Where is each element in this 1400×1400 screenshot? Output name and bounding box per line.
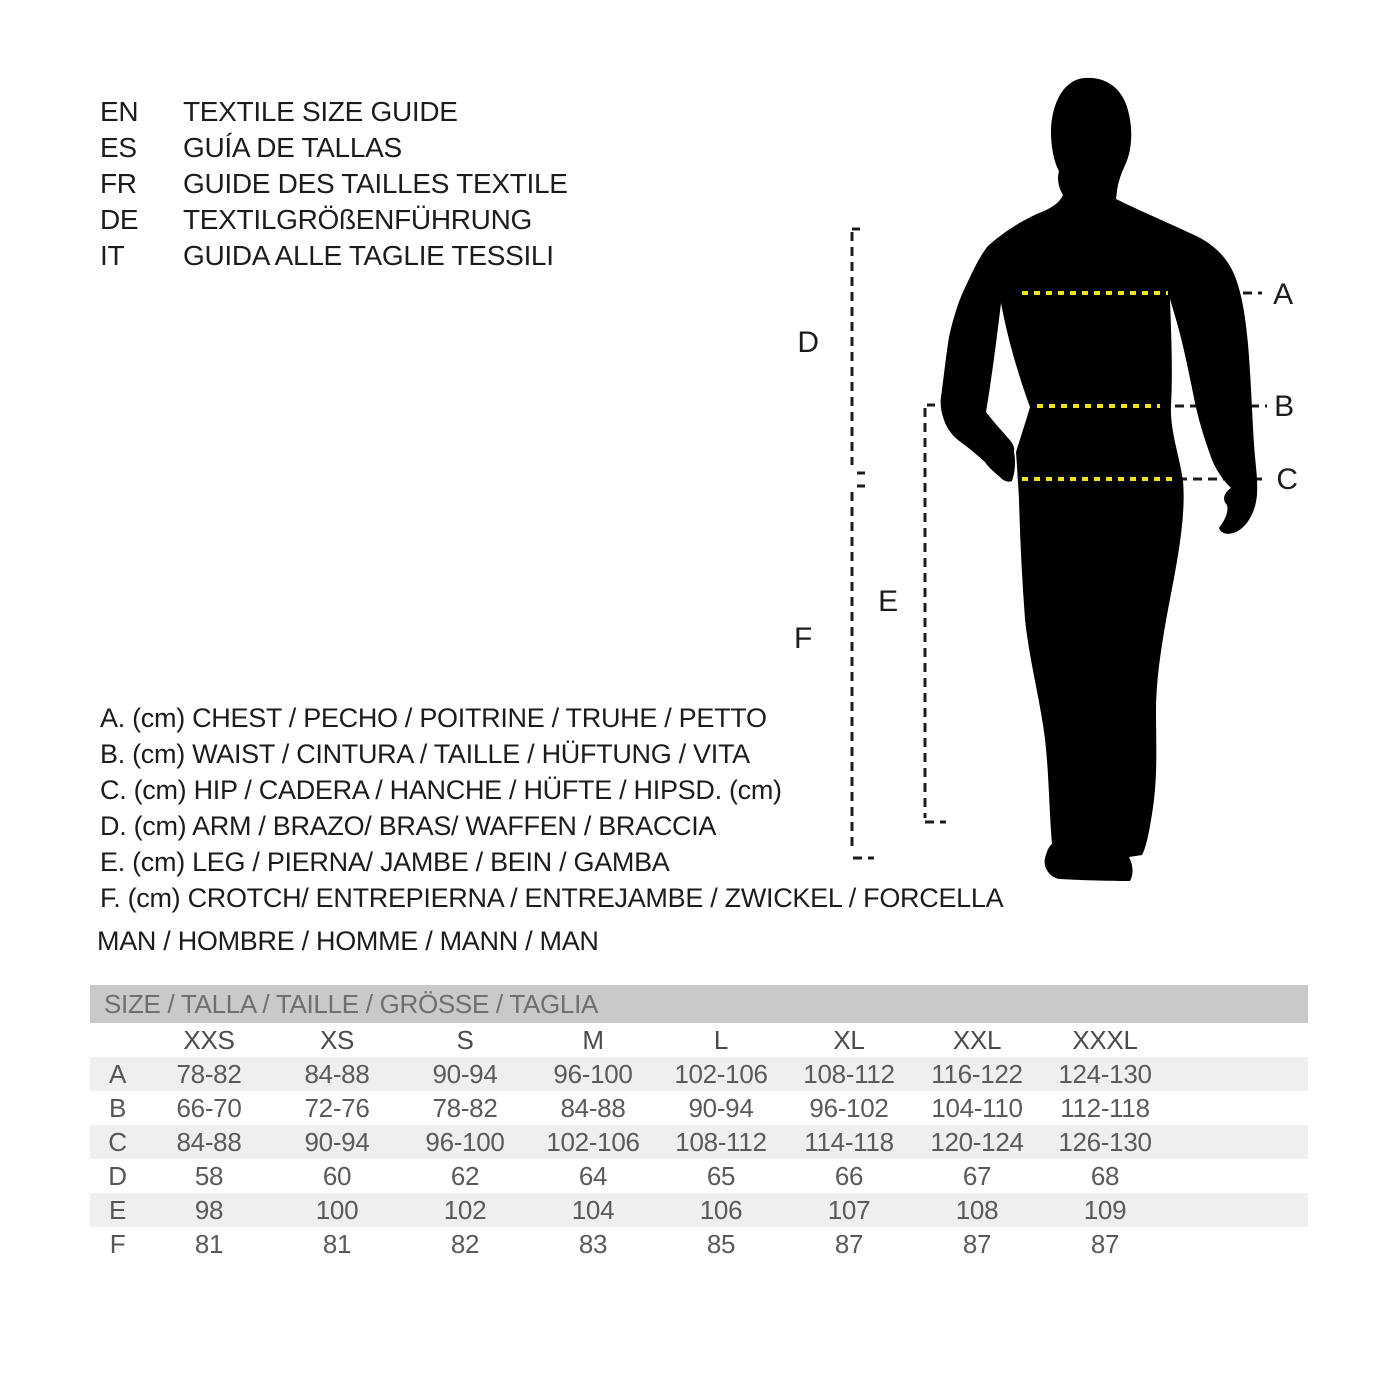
cell: 109 <box>1083 1194 1127 1225</box>
size-col-header: M <box>582 1024 604 1055</box>
arm-label: D <box>797 326 819 359</box>
waist-label: B <box>1274 390 1294 423</box>
lang-code: FR <box>100 168 137 199</box>
cell: 98 <box>194 1194 224 1225</box>
cell: 108-112 <box>803 1058 895 1089</box>
cell: 66-70 <box>176 1092 242 1123</box>
lang-row-es <box>100 130 568 166</box>
cell: 102 <box>443 1194 487 1225</box>
crotch-label: F <box>793 622 813 655</box>
cell: 87 <box>1090 1228 1120 1259</box>
cell: 67 <box>962 1160 992 1191</box>
cell: 104 <box>571 1194 615 1225</box>
size-col-header: XL <box>833 1024 865 1055</box>
size-col-header: XXS <box>183 1024 235 1055</box>
lang-row-en <box>100 94 568 130</box>
cell: 116-122 <box>931 1058 1023 1089</box>
lang-title: GUIDE DES TAILLES TEXTILE <box>183 168 568 199</box>
cell: 66 <box>834 1160 864 1191</box>
size-col-header: XXL <box>952 1024 1002 1055</box>
cell: 108-112 <box>675 1126 767 1157</box>
cell: 107 <box>827 1194 871 1225</box>
row-label: B <box>108 1092 127 1123</box>
cell: 90-94 <box>688 1092 754 1123</box>
cell: 60 <box>322 1160 352 1191</box>
cell: 124-130 <box>1058 1058 1152 1089</box>
row-label: E <box>108 1194 127 1225</box>
legend-chest: A. (cm) CHEST / PECHO / POITRINE / TRUHE / PETTO <box>100 702 767 733</box>
cell: 96-102 <box>809 1092 889 1123</box>
size-col-header: XXXL <box>1072 1024 1138 1055</box>
cell: 106 <box>699 1194 743 1225</box>
lang-row-de <box>100 202 568 238</box>
cell: 120-124 <box>930 1126 1024 1157</box>
cell: 64 <box>578 1160 608 1191</box>
cell: 104-110 <box>931 1092 1023 1123</box>
cell: 84-88 <box>560 1092 626 1123</box>
cell: 102-106 <box>674 1058 768 1089</box>
lang-row-it <box>100 238 568 274</box>
size-table-header-band: SIZE / TALLA / TAILLE / GRÖSSE / TAGLIA <box>90 985 1308 1023</box>
size-col-header: L <box>713 1024 729 1055</box>
row-label: C <box>108 1126 127 1157</box>
table-row-hip <box>90 1125 1308 1159</box>
table-row-chest <box>90 1057 1308 1091</box>
cell: 84-88 <box>176 1126 242 1157</box>
cell: 78-82 <box>176 1058 242 1089</box>
cell: 78-82 <box>432 1092 498 1123</box>
chest-label: A <box>1273 278 1293 311</box>
cell: 72-76 <box>304 1092 370 1123</box>
size-table <box>90 985 1308 1261</box>
cell: 82 <box>450 1228 480 1259</box>
row-label: F <box>109 1228 126 1259</box>
leg-label: E <box>878 585 898 618</box>
size-col-header: S <box>456 1024 474 1055</box>
cell: 62 <box>450 1160 480 1191</box>
cell: 90-94 <box>432 1058 498 1089</box>
lang-title: GUIDA ALLE TAGLIE TESSILI <box>183 240 554 271</box>
lang-code: DE <box>100 204 139 235</box>
lang-row-fr <box>100 166 568 202</box>
legend-waist: B. (cm) WAIST / CINTURA / TAILLE / HÜFTUNG / VITA <box>100 738 750 769</box>
size-header-row <box>90 1023 1308 1057</box>
lang-title: TEXTILE SIZE GUIDE <box>183 96 458 127</box>
cell: 81 <box>194 1228 224 1259</box>
cell: 112-118 <box>1060 1092 1150 1123</box>
row-label: D <box>108 1160 127 1191</box>
lang-title: TEXTILGRÖßENFÜHRUNG <box>183 204 532 235</box>
cell: 96-100 <box>553 1058 633 1089</box>
table-row-crotch <box>90 1227 1308 1261</box>
cell: 108 <box>955 1194 999 1225</box>
legend-leg: E. (cm) LEG / PIERNA/ JAMBE / BEIN / GAMBA <box>100 846 670 877</box>
measurement-legend <box>100 700 1003 916</box>
legend-crotch: F. (cm) CROTCH/ ENTREPIERNA / ENTREJAMBE / ZWICKEL / FORCELLA <box>100 882 1004 913</box>
cell: 87 <box>962 1228 992 1259</box>
legend-arm: D. (cm) ARM / BRAZO/ BRAS/ WAFFEN / BRACCIA <box>100 810 717 841</box>
row-label: A <box>108 1058 127 1089</box>
lang-title: GUÍA DE TALLAS <box>183 132 402 163</box>
lang-code: EN <box>100 96 139 127</box>
subject-line: MAN / HOMBRE / HOMME / MANN / MAN <box>97 925 599 956</box>
cell: 85 <box>706 1228 736 1259</box>
table-row-waist <box>90 1091 1308 1125</box>
table-row-leg <box>90 1193 1308 1227</box>
cell: 58 <box>194 1160 224 1191</box>
cell: 100 <box>315 1194 359 1225</box>
cell: 90-94 <box>304 1126 370 1157</box>
cell: 84-88 <box>304 1058 370 1089</box>
cell: 114-118 <box>804 1126 894 1157</box>
cell: 102-106 <box>546 1126 640 1157</box>
lang-code: ES <box>100 132 137 163</box>
hip-label: C <box>1276 463 1298 496</box>
table-row-arm <box>90 1159 1308 1193</box>
language-title-block <box>100 94 568 274</box>
cell: 81 <box>322 1228 352 1259</box>
lang-code: IT <box>100 240 125 271</box>
cell: 96-100 <box>425 1126 505 1157</box>
cell: 126-130 <box>1058 1126 1152 1157</box>
cell: 68 <box>1090 1160 1120 1191</box>
size-col-header: XS <box>319 1024 355 1055</box>
cell: 87 <box>834 1228 864 1259</box>
cell: 83 <box>578 1228 608 1259</box>
legend-hip: C. (cm) HIP / CADERA / HANCHE / HÜFTE / HIPSD. (cm) <box>100 774 782 805</box>
cell: 65 <box>706 1160 736 1191</box>
